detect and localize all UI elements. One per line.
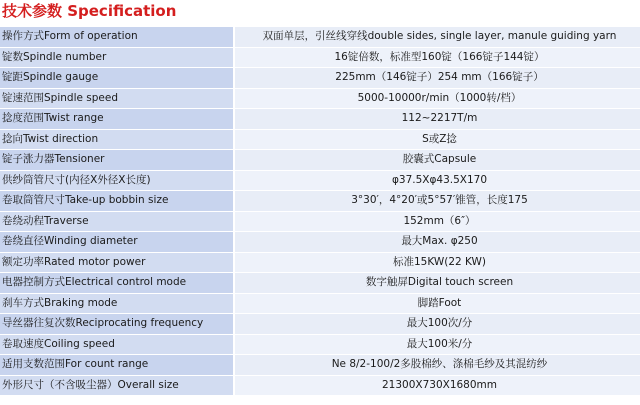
- table-row: [0, 293, 640, 314]
- table-row: [0, 252, 640, 273]
- spec-label: 电器控制方式Electrical control mode: [0, 273, 234, 294]
- spec-label: 卷绕直径Winding diameter: [0, 232, 234, 253]
- table-row: [0, 211, 640, 232]
- table-row: [0, 68, 640, 89]
- spec-table-body: [0, 27, 640, 396]
- spec-label: 适用支数范围For count range: [0, 355, 234, 376]
- spec-value: 225mm（146锭子）254 mm（166锭子）: [234, 68, 640, 89]
- table-row: [0, 88, 640, 109]
- spec-label: 导丝器往复次数Reciprocating frequency: [0, 314, 234, 335]
- spec-value: 胶囊式Capsule: [234, 150, 640, 171]
- table-row: [0, 273, 640, 294]
- table-row: [0, 129, 640, 150]
- spec-label: 锭数Spindle number: [0, 47, 234, 68]
- spec-value: 最大Max. φ250: [234, 232, 640, 253]
- spec-value: 16锭倍数，标准型160锭（166锭子144锭）: [234, 47, 640, 68]
- spec-label: 卷取筒管尺寸Take-up bobbin size: [0, 191, 234, 212]
- spec-value: 最大100次/分: [234, 314, 640, 335]
- spec-label: 卷取速度Coiling speed: [0, 334, 234, 355]
- spec-value: 数字触屏Digital touch screen: [234, 273, 640, 294]
- spec-label: 锭距Spindle gauge: [0, 68, 234, 89]
- spec-label: 锭子涨力器Tensioner: [0, 150, 234, 171]
- table-row: [0, 109, 640, 130]
- page-title: 技术参数 Specification: [2, 2, 177, 20]
- spec-value: 双面单层，引丝线穿线double sides, single layer, manule guiding yarn: [234, 27, 640, 47]
- spec-value: S或Z捻: [234, 129, 640, 150]
- spec-value: Ne 8/2-100/2多股棉纱、涤棉毛纱及其混纺纱: [234, 355, 640, 376]
- spec-value: 3°30′，4°20′或5°57′锥管，长度175: [234, 191, 640, 212]
- spec-label: 捻向Twist direction: [0, 129, 234, 150]
- spec-value: φ37.5Xφ43.5X170: [234, 170, 640, 191]
- spec-value: 21300X730X1680mm: [234, 375, 640, 396]
- spec-label: 刹车方式Braking mode: [0, 293, 234, 314]
- spec-value: 5000-10000r/min（1000转/档）: [234, 88, 640, 109]
- table-row: [0, 375, 640, 396]
- table-row: [0, 314, 640, 335]
- spec-value: 脚踏Foot: [234, 293, 640, 314]
- spec-label: 锭速范围Spindle speed: [0, 88, 234, 109]
- table-row: [0, 170, 640, 191]
- table-row: [0, 355, 640, 376]
- table-row: [0, 191, 640, 212]
- table-row: [0, 150, 640, 171]
- spec-value: 标准15KW(22 KW): [234, 252, 640, 273]
- spec-label: 卷绕动程Traverse: [0, 211, 234, 232]
- table-row: [0, 232, 640, 253]
- spec-value: 112~2217T/m: [234, 109, 640, 130]
- spec-label: 外形尺寸（不含吸尘器）Overall size: [0, 375, 234, 396]
- table-row: [0, 27, 640, 47]
- spec-label: 额定功率Rated motor power: [0, 252, 234, 273]
- spec-value: 最大100米/分: [234, 334, 640, 355]
- spec-label: 供纱筒管尺寸(内径X外径X长度): [0, 170, 234, 191]
- table-row: [0, 47, 640, 68]
- spec-label: 捻度范围Twist range: [0, 109, 234, 130]
- table-row: [0, 334, 640, 355]
- spec-table: [0, 27, 640, 396]
- spec-label: 操作方式Form of operation: [0, 27, 234, 47]
- spec-value: 152mm（6″）: [234, 211, 640, 232]
